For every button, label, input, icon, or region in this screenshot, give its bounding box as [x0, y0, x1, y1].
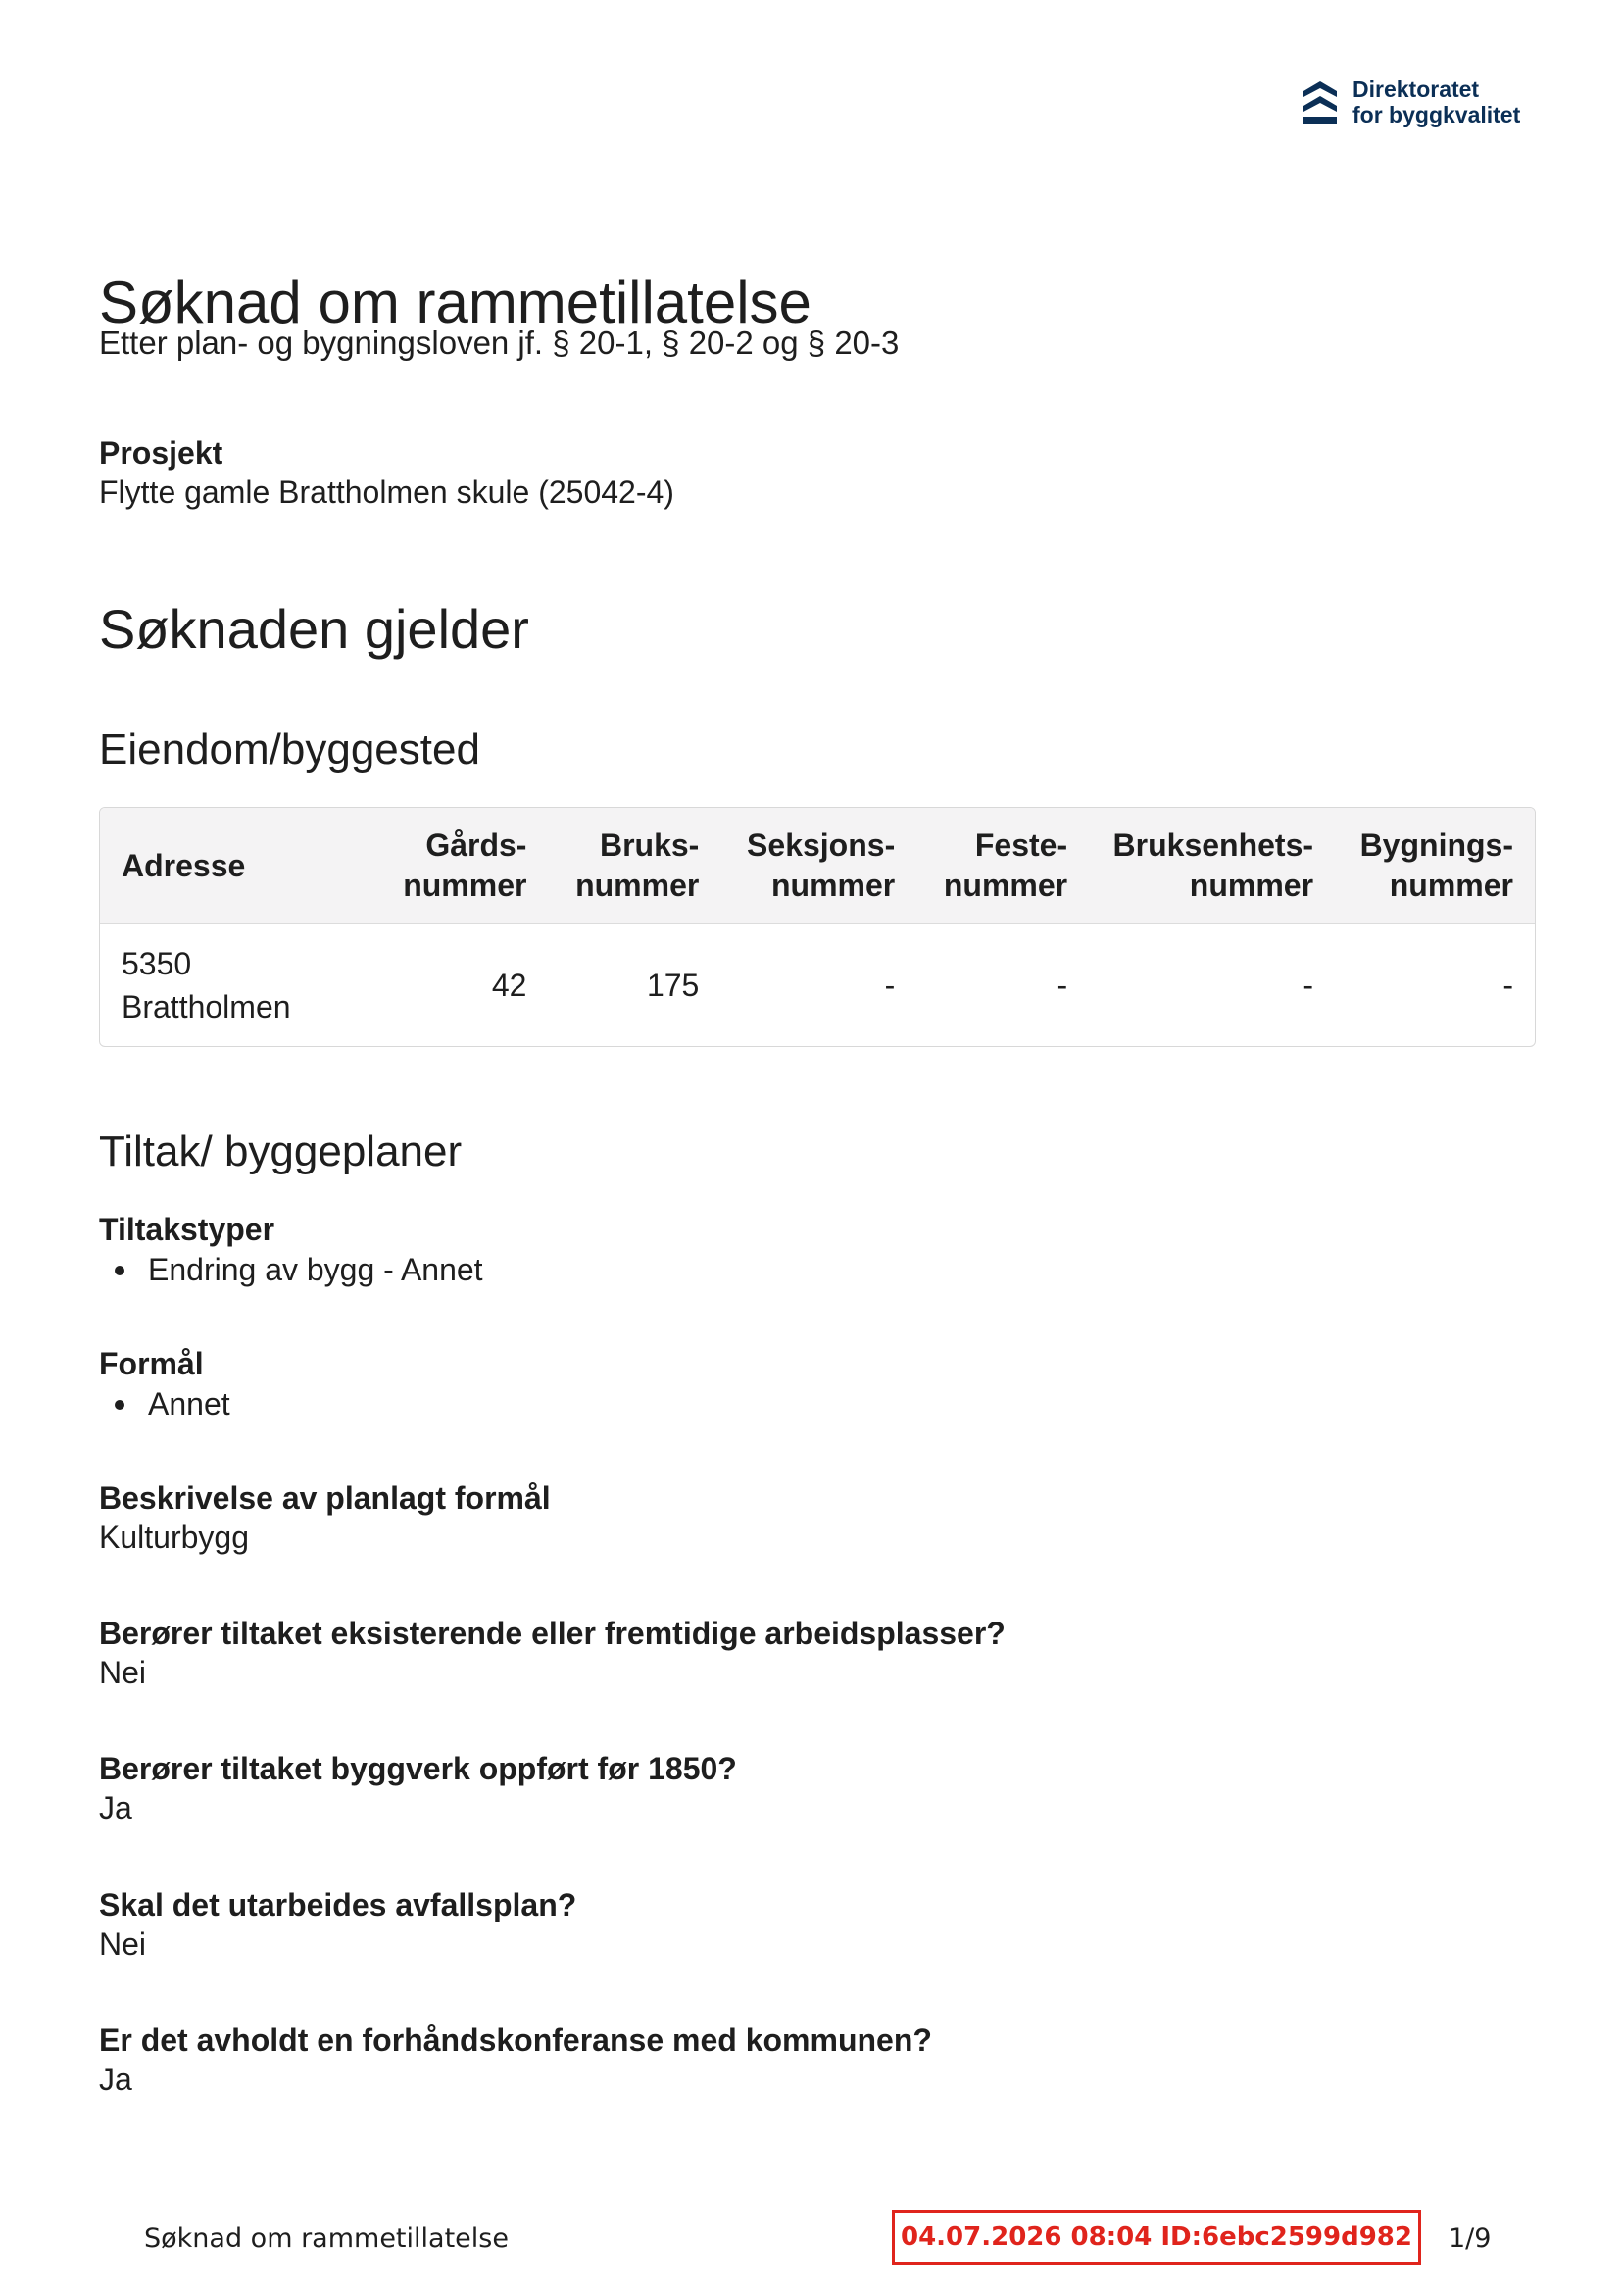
project-value: Flytte gamle Brattholmen skule (25042-4)	[99, 474, 674, 510]
dibk-logo-icon	[1302, 77, 1339, 126]
measures-heading: Tiltak/ byggeplaner	[99, 1127, 463, 1175]
col-header-adresse: Adresse	[100, 808, 377, 924]
logo-text	[1352, 76, 1520, 127]
cell-seksjonsnummer: -	[884, 968, 896, 1003]
waste-block	[99, 1885, 576, 1964]
conference-question: Er det avholdt en forhåndskonferanse med kommunen?	[99, 2022, 932, 2058]
table-row	[100, 924, 1535, 1046]
conference-block	[99, 2021, 932, 2099]
types-block	[99, 1210, 483, 1290]
waste-answer: Nei	[99, 1926, 147, 1962]
waste-question: Skal det utarbeides avfallsplan?	[99, 1887, 577, 1922]
cell-gardsnummer: 42	[491, 968, 527, 1003]
pre1850-question: Berører tiltaket byggverk oppført før 1850?	[99, 1751, 737, 1786]
property-heading: Eiendom/byggested	[99, 725, 480, 774]
purpose-label: Formål	[99, 1346, 204, 1381]
pre1850-answer: Ja	[99, 1790, 132, 1825]
dibk-logo	[1302, 76, 1520, 127]
conference-answer: Ja	[99, 2062, 132, 2097]
section-heading: Søknaden gjelder	[99, 598, 529, 660]
footer-title: Søknad om rammetillatelse	[144, 2223, 509, 2254]
pre1850-block	[99, 1749, 737, 1827]
col-header-bygningsnummer: Bygnings- nummer	[1335, 808, 1535, 924]
col-header-gardsnummer: Gårds- nummer	[377, 808, 549, 924]
col-header-bruksnummer: Bruks- nummer	[548, 808, 720, 924]
logo-line-2: for byggkvalitet	[1352, 102, 1521, 127]
cell-adresse: 5350 Brattholmen	[122, 946, 291, 1024]
logo-line-1: Direktoratet	[1352, 76, 1480, 102]
property-table	[99, 807, 1536, 1047]
types-label: Tiltakstyper	[99, 1212, 275, 1247]
list-item: Endring av bygg - Annet	[148, 1249, 483, 1290]
description-value: Kulturbygg	[99, 1520, 249, 1555]
purpose-list	[99, 1383, 230, 1424]
workplaces-question: Berører tiltaket eksisterende eller fremtidige arbeidsplasser?	[99, 1616, 1006, 1651]
col-header-bruksenhetsnummer: Bruksenhets- nummer	[1089, 808, 1335, 924]
project-label: Prosjekt	[99, 435, 223, 471]
cell-bruksnummer: 175	[646, 968, 700, 1003]
cell-bygningsnummer: -	[1502, 968, 1513, 1003]
description-block	[99, 1478, 551, 1557]
cell-festenummer: -	[1057, 968, 1068, 1003]
workplaces-block	[99, 1614, 1006, 1692]
list-item: Annet	[148, 1383, 230, 1424]
col-header-festenummer: Feste- nummer	[916, 808, 1089, 924]
description-label: Beskrivelse av planlagt formål	[99, 1480, 551, 1516]
document-subtitle: Etter plan- og bygningsloven jf. § 20-1, § 20-2 og § 20-3	[99, 324, 900, 361]
timestamp-id-stamp: 04.07.2026 08:04 ID:6ebc2599d982	[892, 2210, 1421, 2265]
types-list	[99, 1249, 483, 1290]
page-number: 1/9	[1449, 2223, 1492, 2254]
table-header-row	[100, 808, 1535, 924]
project-block	[99, 433, 674, 512]
workplaces-answer: Nei	[99, 1655, 147, 1690]
cell-bruksenhetsnummer: -	[1303, 968, 1314, 1003]
purpose-block	[99, 1344, 230, 1424]
col-header-seksjonsnummer: Seksjons- nummer	[720, 808, 916, 924]
document-title: Søknad om rammetillatelse	[99, 270, 812, 335]
